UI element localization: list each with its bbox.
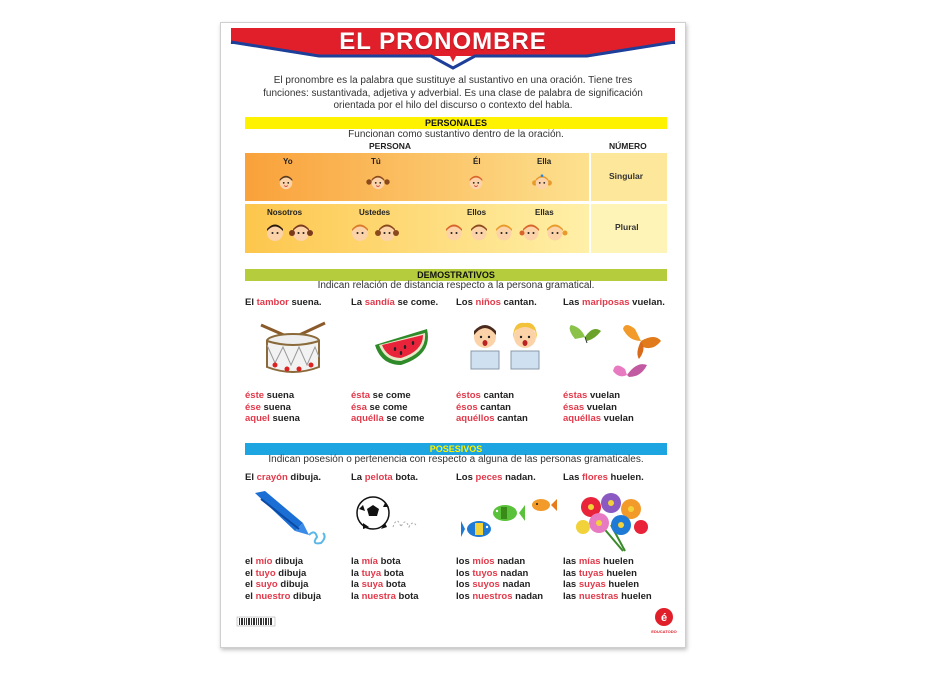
sentence-verb: vuelan. xyxy=(629,297,665,308)
fish-icon xyxy=(461,495,557,545)
article: el xyxy=(245,579,256,590)
sentence-noun: flores xyxy=(582,472,608,483)
demostrativo-list xyxy=(351,390,424,425)
pronoun: nuestras xyxy=(578,590,619,602)
article: las xyxy=(563,556,579,567)
list-item xyxy=(563,579,652,591)
list-item xyxy=(351,579,419,591)
section-posesivos-subtitle: Indican posesión o pertenencia con respecto a alguna de las personas gramaticales. xyxy=(268,454,644,465)
list-item xyxy=(245,591,321,603)
pronoun: aquélla xyxy=(351,413,384,424)
sentence-verb: dibuja. xyxy=(287,472,322,483)
verb: suena xyxy=(264,390,295,401)
verb: dibuja xyxy=(275,567,307,579)
svg-text:é: é xyxy=(660,612,668,624)
section-demostrativos-bar: DEMOSTRATIVOS xyxy=(245,269,667,281)
sentence-verb: huelen. xyxy=(607,472,644,483)
article: el xyxy=(245,556,256,567)
sentence-article: Las xyxy=(563,472,583,483)
list-item xyxy=(351,556,419,568)
column-persona: PERSONA xyxy=(369,141,412,151)
pronoun: mía xyxy=(361,556,378,567)
article: los xyxy=(456,556,473,567)
verb: huelen xyxy=(605,579,640,590)
list-item xyxy=(456,579,543,591)
crayon-icon xyxy=(251,489,331,549)
section-personales-bar: PERSONALES xyxy=(245,117,667,129)
pronoun: éstas xyxy=(563,390,588,401)
verb: suena xyxy=(260,401,291,413)
ellos-faces-icon xyxy=(443,221,515,243)
drum-icon xyxy=(257,317,329,379)
list-item xyxy=(563,402,634,414)
barcode-icon xyxy=(237,617,275,629)
posesivo-list xyxy=(563,556,652,602)
verb: vuelan xyxy=(601,413,634,424)
verb: cantan xyxy=(480,390,515,401)
demostrativo-list xyxy=(563,390,634,425)
pronoun: suyos xyxy=(472,579,500,590)
pronoun: ésa xyxy=(351,401,367,413)
list-item xyxy=(245,402,300,414)
article: las xyxy=(563,590,579,602)
verb: cantan xyxy=(477,401,511,413)
boy-red-hair-face-icon xyxy=(467,173,485,191)
boy-face-icon xyxy=(277,173,295,191)
posesivo-sentence xyxy=(351,472,418,483)
list-item xyxy=(456,402,528,414)
sentence-verb: cantan. xyxy=(500,297,537,308)
pronoun: éstos xyxy=(456,390,481,401)
persona-yo: Yo xyxy=(283,157,293,166)
educatodo-logo xyxy=(653,607,675,635)
verb: bota xyxy=(395,590,419,602)
verb: nadan xyxy=(499,579,531,590)
section-demostrativos-subtitle: Indican relación de distancia respecto a la persona gramatical. xyxy=(317,280,595,291)
sentence-article: Los xyxy=(456,297,476,308)
article: la xyxy=(351,579,362,590)
verb: se come xyxy=(383,413,425,424)
list-item xyxy=(563,591,652,603)
article: la xyxy=(351,556,362,567)
demostrativo-sentence xyxy=(563,297,665,308)
children-singing-icon xyxy=(465,319,547,373)
article: las xyxy=(563,567,579,579)
verb: bota xyxy=(381,567,404,579)
persona-ella: Ella xyxy=(537,157,552,166)
article: el xyxy=(245,590,256,602)
sentence-noun: mariposas xyxy=(582,297,630,308)
demostrativo-sentence xyxy=(456,297,537,308)
sentence-noun: sandía xyxy=(364,297,395,308)
pronoun: tuyas xyxy=(578,567,604,579)
posesivo-sentence xyxy=(563,472,644,483)
pronoun: ésos xyxy=(456,401,478,413)
verb: bota xyxy=(377,556,401,567)
column-numero: NÚMERO xyxy=(609,141,647,151)
sentence-verb: bota. xyxy=(392,472,419,483)
list-item xyxy=(245,390,300,402)
girl-blonde-face-icon xyxy=(531,173,553,191)
verb: vuelan xyxy=(584,401,617,413)
pronoun: aquéllas xyxy=(563,413,602,424)
article: el xyxy=(245,567,256,579)
list-item xyxy=(563,568,652,580)
verb: dibuja xyxy=(290,590,322,602)
pronoun: mías xyxy=(578,556,601,567)
svg-text:EDUCATODO: EDUCATODO xyxy=(651,629,677,634)
verb: dibuja xyxy=(272,556,304,567)
list-item xyxy=(351,568,419,580)
persona-ustedes: Ustedes xyxy=(359,208,391,217)
article: las xyxy=(563,579,579,590)
sentence-article: La xyxy=(351,472,365,483)
article: la xyxy=(351,590,362,602)
pronoun: suyo xyxy=(255,579,278,590)
posesivo-sentence xyxy=(456,472,536,483)
list-item xyxy=(245,556,321,568)
sentence-noun: peces xyxy=(475,472,503,483)
list-item xyxy=(351,402,424,414)
verb: huelen xyxy=(618,590,652,602)
numero-singular: Singular xyxy=(609,171,644,181)
list-item xyxy=(456,568,543,580)
section-personales-subtitle: Funcionan como sustantivo dentro de la oración. xyxy=(348,129,564,140)
sentence-noun: tambor xyxy=(256,297,289,308)
watermelon-icon xyxy=(371,325,433,369)
page-title: EL PRONOMBRE xyxy=(339,28,547,55)
pronoun: ésta xyxy=(351,390,371,401)
verb: bota xyxy=(383,579,406,590)
intro-paragraph: El pronombre es la palabra que sustituye al sustantivo en una oración. Tiene tres funciones: sustantivada, adjetiva y adverbial. Es una clase de palabra de significación orientada por el hilo del discurso o contexto del habla. xyxy=(263,75,643,111)
pronoun: mío xyxy=(255,556,273,567)
posesivo-list xyxy=(351,556,419,602)
pronoun: tuya xyxy=(361,567,382,579)
soccer-ball-icon xyxy=(355,493,425,545)
posesivo-list xyxy=(456,556,543,602)
demostrativo-sentence xyxy=(245,297,322,308)
posesivo-sentence xyxy=(245,472,321,483)
pronoun: suyas xyxy=(578,579,606,590)
list-item xyxy=(456,556,543,568)
pronoun: míos xyxy=(472,556,495,567)
verb: nadan xyxy=(494,556,526,567)
poster xyxy=(220,22,686,648)
verb: se come xyxy=(370,390,411,401)
verb: vuelan xyxy=(587,390,621,401)
list-item xyxy=(563,556,652,568)
pronoun: suya xyxy=(361,579,384,590)
list-item xyxy=(563,390,634,402)
sentence-article: Los xyxy=(456,472,476,483)
butterflies-icon xyxy=(565,319,665,387)
list-item xyxy=(245,413,300,425)
pronoun: ésas xyxy=(563,401,585,413)
pronoun: nuestros xyxy=(472,590,513,602)
verb: se come xyxy=(366,401,408,413)
sentence-article: El xyxy=(245,297,257,308)
verb: nadan xyxy=(512,590,544,602)
sentence-article: La xyxy=(351,297,365,308)
verb: cantan xyxy=(494,413,528,424)
flowers-icon xyxy=(571,489,657,553)
numero-plural: Plural xyxy=(615,222,639,232)
list-item xyxy=(245,568,321,580)
pronoun: tuyos xyxy=(472,567,498,579)
pronoun: nuestra xyxy=(361,590,396,602)
list-item xyxy=(245,579,321,591)
persona-ellos: Ellos xyxy=(467,208,487,217)
ustedes-faces-icon xyxy=(347,221,405,243)
pronoun: aquel xyxy=(245,413,270,424)
sentence-verb: se come. xyxy=(394,297,439,308)
girl-face-icon xyxy=(365,173,391,191)
sentence-noun: crayón xyxy=(256,472,288,483)
sentence-verb: nadan. xyxy=(502,472,536,483)
list-item xyxy=(456,390,528,402)
sentence-verb: suena. xyxy=(288,297,322,308)
list-item xyxy=(456,413,528,425)
list-item xyxy=(456,591,543,603)
list-item xyxy=(351,591,419,603)
section-posesivos-bar: POSESIVOS xyxy=(245,443,667,455)
article: los xyxy=(456,590,473,602)
persona-el: Él xyxy=(473,157,481,166)
demostrativo-list xyxy=(456,390,528,425)
verb: dibuja xyxy=(277,579,309,590)
persona-nosotros: Nosotros xyxy=(267,208,303,217)
nosotros-faces-icon xyxy=(263,221,319,243)
sentence-article: Las xyxy=(563,297,583,308)
pronoun: nuestro xyxy=(255,590,291,602)
verb: nadan xyxy=(497,567,529,579)
list-item xyxy=(351,413,424,425)
list-item xyxy=(351,390,424,402)
demostrativo-sentence xyxy=(351,297,438,308)
verb: huelen xyxy=(600,556,634,567)
list-item xyxy=(563,413,634,425)
article: los xyxy=(456,579,473,590)
pronoun: tuyo xyxy=(255,567,276,579)
article: la xyxy=(351,567,362,579)
verb: huelen xyxy=(603,567,637,579)
pronoun: ése xyxy=(245,401,261,413)
demostrativo-list xyxy=(245,390,300,425)
sentence-noun: niños xyxy=(475,297,501,308)
article: los xyxy=(456,567,473,579)
pronoun: éste xyxy=(245,390,265,401)
verb: suena xyxy=(269,413,300,424)
sentence-noun: pelota xyxy=(364,472,393,483)
ellas-faces-icon xyxy=(519,221,569,243)
sentence-article: El xyxy=(245,472,257,483)
pronoun: aquéllos xyxy=(456,413,495,424)
persona-ellas: Ellas xyxy=(535,208,554,217)
persona-tu: Tú xyxy=(371,157,381,166)
posesivo-list xyxy=(245,556,321,602)
